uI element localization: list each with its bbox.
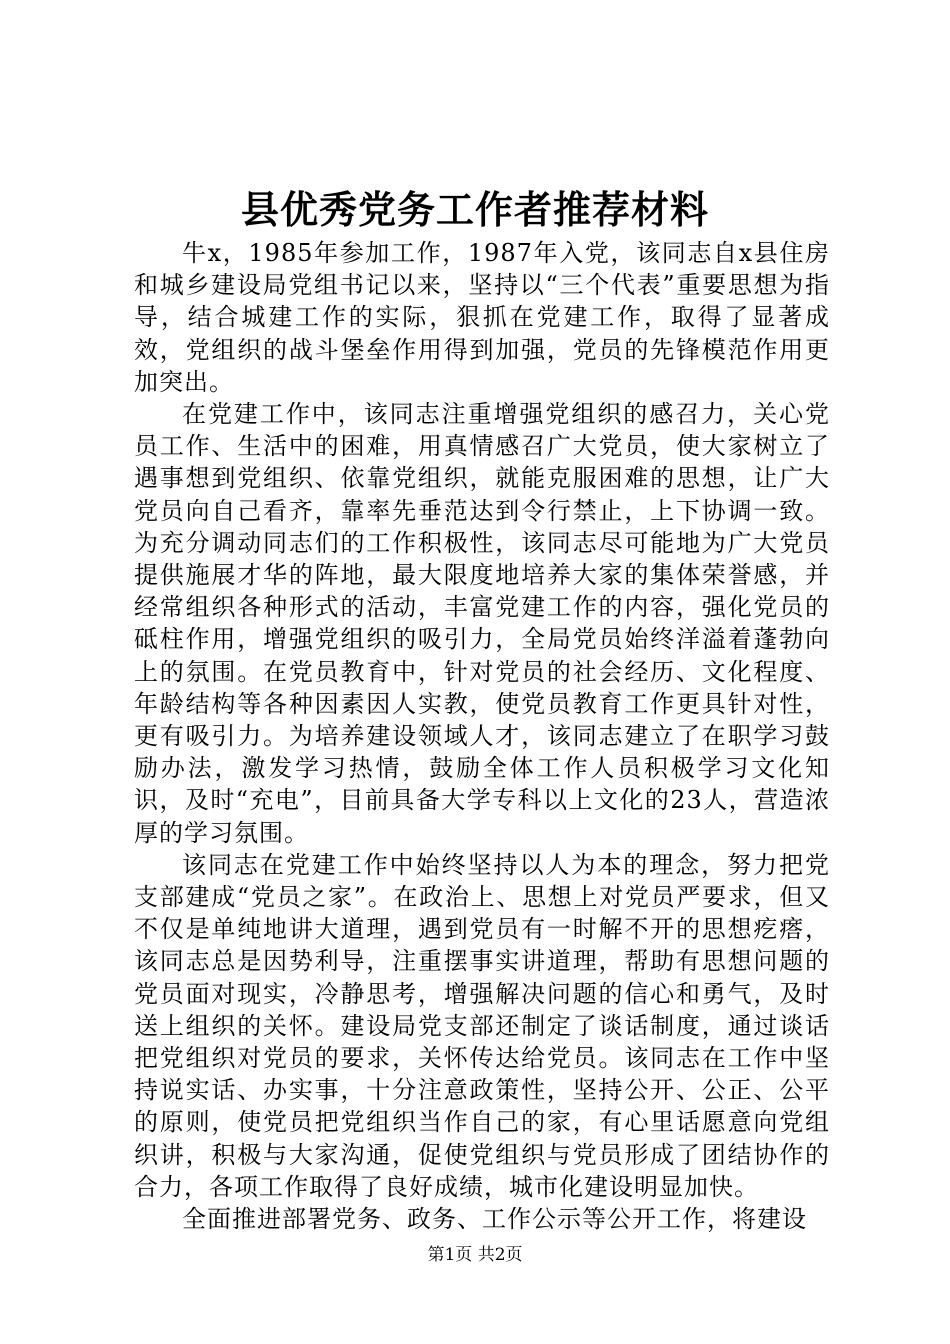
paragraph-1: 牛x，1985年参加工作，1987年入党，该同志自x县住房和城乡建设局党组书记以来，坚持以“三个代表”重要思想为指导，结合城建工作的实际，狠抓在党建工作，取得了显著成效，党组织的战斗堡垒作用得到加强，党员的先锋模范作用更加突出。 <box>134 239 830 396</box>
document-title: 县优秀党务工作者推荐材料 <box>240 187 709 232</box>
paragraph-2: 在党建工作中，该同志注重增强党组织的感召力，关心党员工作、生活中的困难，用真情感召广大党员，使大家树立了遇事想到党组织、依靠党组织，就能克服困难的思想，让广大党员向自己看齐，靠率先垂范达到令行禁止，上下协调一致。为充分调动同志们的工作积极性，该同志尽可能地为广大党员提供施展才华的阵地，最大限度地培养大家的集体荣誉感，并经常组织各种形式的活动，丰富党建工作的内容，强化党员的砥柱作用，增强党组织的吸引力，全局党员始终洋溢着蓬勃向上的氛围。在党员教育中，针对党员的社会经历、文化程度、年龄结构等各种因素因人实教，使党员教育工作更具针对性，更有吸引力。为培养建设领域人才，该同志建立了在职学习鼓励办法，激发学习热情，鼓励全体工作人员积极学习文化知识，及时“充电”，目前具备大学专科以上文化的23人，营造浓厚的学习氛围。 <box>134 400 830 847</box>
document-body <box>134 237 830 1235</box>
page-number-footer: 第1页 共2页 <box>427 1245 523 1265</box>
paragraph-4: 全面推进部署党务、政务、工作公示等公开工作，将建设 <box>182 1205 807 1234</box>
paragraph-3: 该同志在党建工作中始终坚持以人为本的理念，努力把党支部建成“党员之家”。在政治上、思想上对党员严要求，但又不仅是单纯地讲大道理，遇到党员有一时解不开的思想疙瘩，该同志总是因势利导，注重摆事实讲道理，帮助有思想问题的党员面对现实，冷静思考，增强解决问题的信心和勇气，及时送上组织的关怀。建设局党支部还制定了谈话制度，通过谈话把党组织对党员的要求，关怀传达给党员。该同志在工作中坚持说实话、办实事，十分注意政策性，坚持公开、公正、公平的原则，使党员把党组织当作自己的家，有心里话愿意向党组织讲，积极与大家沟通，促使党组织与党员形成了团结协作的合力，各项工作取得了良好成绩，城市化建设明显加快。 <box>134 850 830 1201</box>
